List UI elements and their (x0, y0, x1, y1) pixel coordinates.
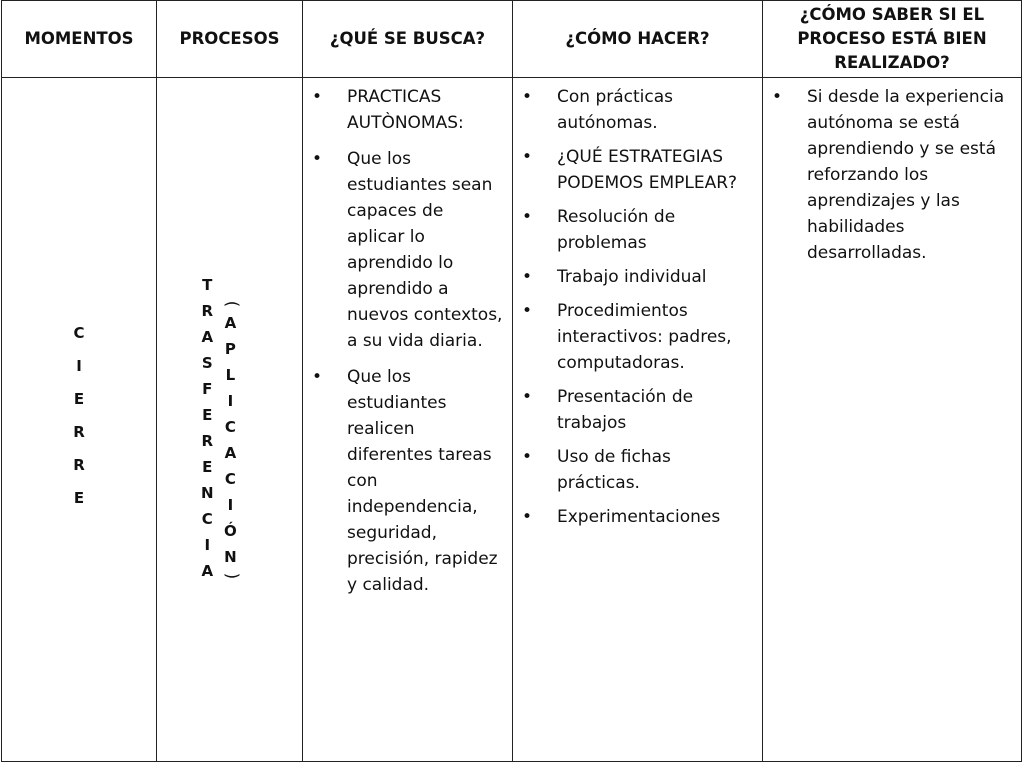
paren-close: ) (221, 572, 242, 580)
como-hacer-cell (513, 78, 763, 762)
trasferencia-letter: F (202, 380, 213, 398)
momento-letter: E (73, 489, 85, 507)
list-item: • Si desde la experiencia autónoma se está aprendiendo y se está reforzando los aprendizajes y las habilidades desarrolladas. (763, 84, 1013, 266)
planning-table (1, 0, 1022, 762)
trasferencia-letter: N (201, 484, 214, 502)
que-se-busca-cell (303, 78, 513, 762)
aplicacion-letter: N (224, 548, 237, 566)
momento-letter: R (73, 423, 85, 441)
paren-open: ( (221, 300, 242, 308)
trasferencia-letter: A (201, 562, 214, 580)
header-como-saber: ¿CÓMO SABER SI EL PROCESO ESTÁ BIEN REALIZADO? (763, 1, 1022, 78)
trasferencia-letter: T (202, 276, 213, 294)
trasferencia-letter: R (201, 432, 214, 450)
list-item: • Con prácticas autónomas. (513, 84, 754, 136)
trasferencia-letter: C (201, 510, 213, 528)
momento-vertical-text (2, 317, 156, 515)
list-item: • ¿QUÉ ESTRATEGIAS PODEMOS EMPLEAR? (513, 144, 754, 196)
list-item: • Resolución de problemas (513, 204, 754, 256)
aplicacion-letter: I (227, 496, 234, 514)
header-momentos: MOMENTOS (2, 1, 157, 78)
header-row (2, 1, 1022, 78)
trasferencia-letter: E (202, 406, 213, 424)
header-procesos: PROCESOS (157, 1, 303, 78)
momento-letter: C (73, 324, 85, 342)
momento-letter: E (73, 390, 85, 408)
aplicacion-letter: A (224, 444, 237, 462)
momento-letter: I (76, 357, 82, 375)
trasferencia-letter: A (201, 328, 214, 346)
aplicacion-vertical-text (221, 298, 242, 582)
momento-letter: R (73, 456, 85, 474)
proceso-cell (157, 78, 303, 762)
list-item: • Uso de fichas prácticas. (513, 444, 754, 496)
trasferencia-letter: R (201, 302, 214, 320)
header-que-se-busca: ¿QUÉ SE BUSCA? (303, 1, 513, 78)
aplicacion-letter: L (225, 366, 236, 384)
proceso-vertical-wrap (157, 78, 302, 761)
trasferencia-letter: E (202, 458, 213, 476)
aplicacion-letter: A (224, 314, 237, 332)
list-item: • Experimentaciones (513, 504, 754, 530)
list-item: • Que los estudiantes sean capaces de aplicar lo aprendido lo aprendido a nuevos contextos, a su vida diaria. (303, 146, 504, 354)
aplicacion-letter: Ó (224, 522, 237, 540)
content-row (2, 78, 1022, 762)
aplicacion-letter: C (224, 418, 236, 436)
header-como-hacer: ¿CÓMO HACER? (513, 1, 763, 78)
list-item: • Que los estudiantes realicen diferentes tareas con independencia, seguridad, precisión, rapidez y calidad. (303, 364, 504, 598)
list-item: • PRACTICAS AUTÒNOMAS: (303, 84, 504, 136)
que-se-busca-list (303, 78, 512, 598)
list-item: • Presentación de trabajos (513, 384, 754, 436)
trasferencia-letter: S (201, 354, 213, 372)
momento-cell (2, 78, 157, 762)
aplicacion-letter: C (224, 470, 236, 488)
list-item: • Procedimientos interactivos: padres, computadoras. (513, 298, 754, 376)
como-saber-cell (763, 78, 1022, 762)
aplicacion-letter: P (224, 340, 236, 358)
como-hacer-list (513, 78, 762, 530)
trasferencia-letter: I (204, 536, 211, 554)
list-item: • Trabajo individual (513, 264, 754, 290)
trasferencia-vertical-text (201, 272, 214, 584)
aplicacion-letter: I (227, 392, 234, 410)
como-saber-list (763, 78, 1021, 266)
